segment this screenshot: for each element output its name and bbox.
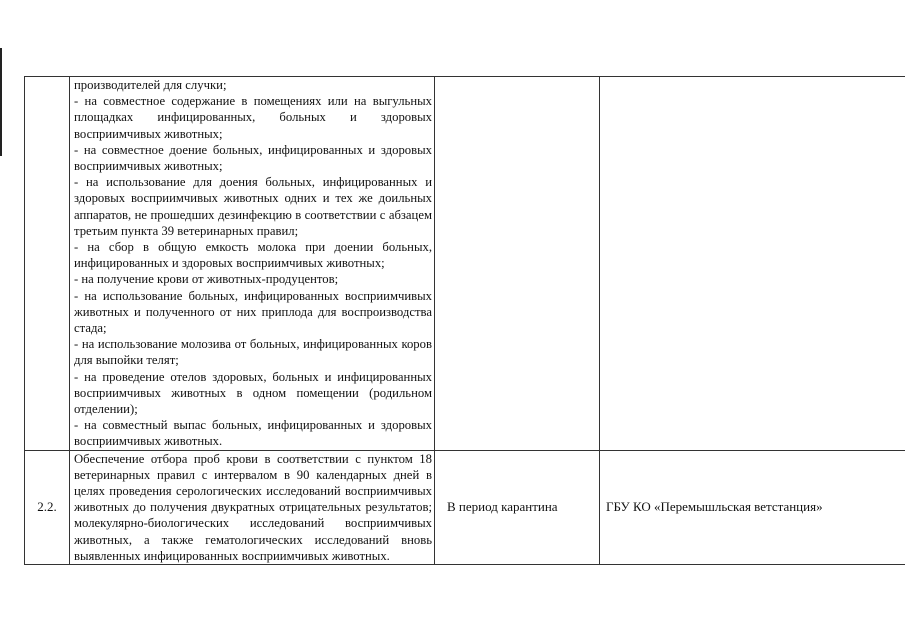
responsible-cell xyxy=(600,77,905,451)
measure-text xyxy=(70,77,434,450)
measure-line: производителей для случки; xyxy=(74,78,227,92)
measure-line: - на сбор в общую емкость молока при доении больных, инфицированных и здоровых восприимчивых животных; xyxy=(74,240,432,271)
measure-line: - на использование больных, инфицированных восприимчивых животных и полученного от них приплода для воспроизводства стада; xyxy=(74,288,432,336)
measure-line: - на использование молозива от больных, инфицированных коров для выпойки телят; xyxy=(74,337,432,368)
measure-cell xyxy=(70,450,435,564)
table-row xyxy=(25,450,905,564)
row-number-cell: 2.2. xyxy=(25,450,70,564)
period-cell xyxy=(435,77,600,451)
measure-text: Обеспечение отбора проб крови в соответствии с пунктом 18 ветеринарных правил с интервалом в 90 календарных дней в целях проведения серологических исследований восприимчивых животных до получения двукратных отрицательных результатов; молекулярно-биологических исследований восприимчивых животных, а также гематологических исследований вновь выявленных инфицированных восприимчивых животных. xyxy=(74,451,432,563)
responsible-cell: ГБУ КО «Перемышльская ветстанция» xyxy=(600,450,905,564)
measure-line: - на использование для доения больных, инфицированных и здоровых восприимчивых животных одних и тех же доильных аппаратов, не прошедших дезинфекцию в соответствии с абзацем третьим пункта 39 ветеринарных правил; xyxy=(74,175,432,238)
measure-cell xyxy=(70,77,435,451)
measures-table xyxy=(24,76,905,565)
scan-edge-line xyxy=(0,48,2,156)
measure-line: - на проведение отелов здоровых, больных и инфицированных восприимчивых животных в одном помещении (родильном отделении); xyxy=(74,369,432,417)
measure-line: - на совместный выпас больных, инфицированных и здоровых восприимчивых животных. xyxy=(74,418,432,449)
table-row xyxy=(25,77,905,451)
measure-line: - на совместное доение больных, инфицированных и здоровых восприимчивых животных; xyxy=(74,142,432,174)
period-cell: В период карантина xyxy=(435,450,600,564)
measure-line: - на получение крови от животных-продуцентов; xyxy=(74,272,339,287)
row-number-cell xyxy=(25,77,70,451)
measure-line: - на совместное содержание в помещениях или на выгульных площадках инфицированных, больных и здоровых восприимчивых животных; xyxy=(74,94,432,141)
